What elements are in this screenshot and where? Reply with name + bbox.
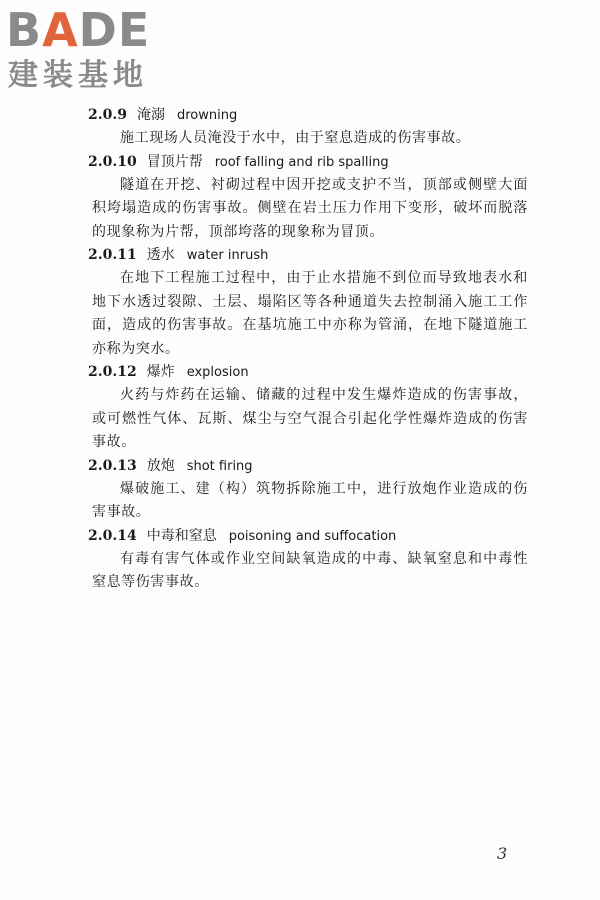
term-chinese: 透水 xyxy=(146,247,175,263)
term-heading xyxy=(88,455,528,478)
term-chinese: 爆炸 xyxy=(146,364,175,380)
term-english: water inrush xyxy=(186,248,269,263)
term-definition: 爆破施工、建（构）筑物拆除施工中，进行放炮作业造成的伤害事故。 xyxy=(92,480,528,520)
term-entry xyxy=(88,525,528,595)
term-number: 2.0.14 xyxy=(88,527,137,544)
term-number: 2.0.13 xyxy=(88,457,137,474)
term-number: 2.0.12 xyxy=(88,364,137,380)
term-entry xyxy=(88,361,528,455)
term-definition: 隧道在开挖、衬砌过程中因开挖或支护不当，顶部或侧壁大面积垮塌造成的伤害事故。侧壁在岩土压力作用下变形，破坏而脱落的现象称为片帮，顶部垮落的现象称为冒顶。 xyxy=(92,176,528,240)
logo-letters-de: DE xyxy=(78,3,151,57)
term-english: drowning xyxy=(176,108,238,123)
term-definition: 有毒有害气体或作业空间缺氧造成的中毒、缺氧窒息和中毒性窒息等伤害事故。 xyxy=(92,550,528,590)
term-entry xyxy=(88,104,528,151)
term-definition: 在地下工程施工过程中，由于止水措施不到位而导致地表水和地下水透过裂隙、土层、塌陷区等各种通道失去控制涌入施工工作面，造成的伤害事故。在基坑施工中亦称为管涌，在地下隧道施工亦称为突水。 xyxy=(92,270,528,357)
term-heading xyxy=(88,525,528,548)
logo-wordmark xyxy=(6,4,150,56)
term-chinese: 冒顶片帮 xyxy=(146,153,203,170)
term-english: shot firing xyxy=(186,458,253,474)
bade-logo xyxy=(6,4,186,96)
term-english: poisoning and suffocation xyxy=(228,528,397,544)
logo-subtitle: 建装基地 xyxy=(8,58,148,93)
term-entry xyxy=(88,151,528,245)
terms-content xyxy=(88,104,528,595)
term-definition: 施工现场人员淹没于水中，由于窒息造成的伤害事故。 xyxy=(120,130,471,146)
term-number: 2.0.9 xyxy=(88,107,127,123)
term-chinese: 淹溺 xyxy=(136,107,165,123)
term-english: explosion xyxy=(186,365,249,380)
term-heading xyxy=(88,151,528,174)
term-english: roof falling and rib spalling xyxy=(214,154,389,170)
term-heading xyxy=(88,104,528,127)
term-definition: 火药与炸药在运输、储藏的过程中发生爆炸造成的伤害事故，或可燃性气体、瓦斯、煤尘与空气混合引起化学性爆炸造成的伤害事故。 xyxy=(92,387,528,450)
term-entry xyxy=(88,455,528,525)
term-entry xyxy=(88,244,528,361)
term-heading xyxy=(88,361,528,384)
page-number: 3 xyxy=(497,844,508,863)
term-chinese: 放炮 xyxy=(146,457,175,474)
term-number: 2.0.10 xyxy=(88,153,137,170)
term-chinese: 中毒和窒息 xyxy=(146,527,217,544)
term-number: 2.0.11 xyxy=(88,247,137,263)
logo-letter-a-accent: A xyxy=(42,3,79,57)
term-heading xyxy=(88,244,528,267)
logo-letter-b: B xyxy=(6,3,43,57)
